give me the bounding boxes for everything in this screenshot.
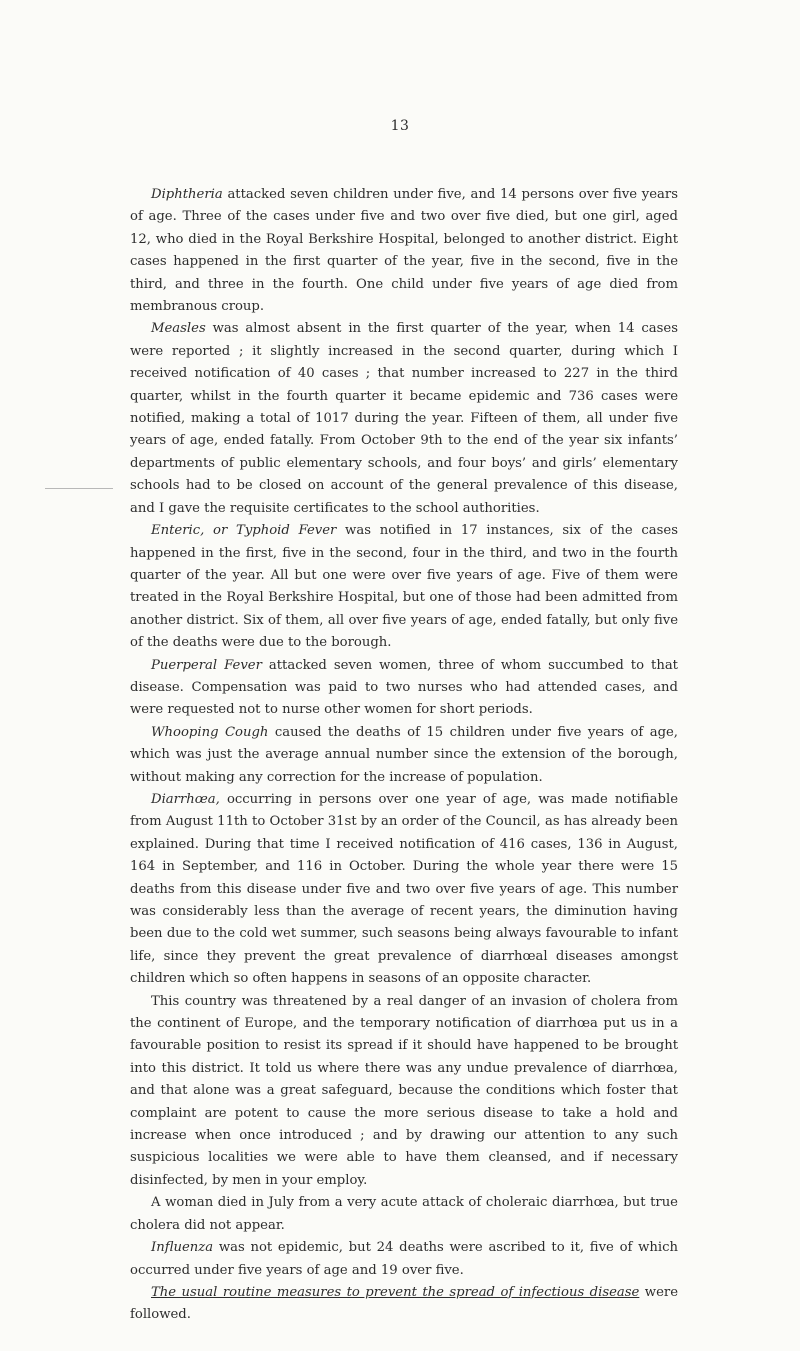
- paragraph-text: A woman died in July from a very acute attack of choleraic diarrhœa, but true cholera did not appear.: [130, 1195, 678, 1233]
- paragraph-cholera: [130, 991, 678, 1193]
- disease-heading-influenza: Influenza: [151, 1240, 214, 1256]
- margin-rule: [45, 488, 113, 489]
- paragraph-enteric-fever: [130, 520, 678, 654]
- paragraph-choleraic-diarrhoea: [130, 1192, 678, 1237]
- paragraph-text: occurring in persons over one year of age, was made notifiable from August 11th to October 31st by an order of the Council, as has already been explained. During that time I received notification of 416 cases, 136 in August, 164 in September, and 116 in October. During the whole year there were 15 deaths from this disease under five and two over five years of age. This number was considerably less than the average of recent years, the diminution having been due to the cold wet summer, such seasons being always favourable to infant life, since they prevent the great prevalence of diarrhœal diseases amongst children which so often happens in seasons of an opposite character.: [130, 791, 678, 987]
- paragraph-text: was not epidemic, but 24 deaths were ascribed to it, five of which occurred under five years of age and 19 over five.: [130, 1240, 678, 1278]
- paragraph-diphtheria: [130, 184, 678, 318]
- routine-measures-heading: The usual routine measures to prevent the spread of infectious disease: [151, 1284, 640, 1300]
- disease-heading-whooping-cough: Whooping Cough: [151, 724, 269, 740]
- body-text: [130, 184, 678, 1327]
- page-number: 13: [390, 118, 410, 134]
- paragraph-whooping-cough: [130, 722, 678, 789]
- disease-heading-diarrhoea: Diarrhœa,: [151, 791, 220, 807]
- paragraph-text: was almost absent in the first quarter of the year, when 14 cases were reported ; it slightly increased in the second quarter, during which I received notification of 40 cases ; that number increased to 227 in the third quarter, whilst in the fourth quarter it became epidemic and 736 cases were notified, making a total of 1017 during the year. Fifteen of them, all under five years of age, ended fatally. From October 9th to the end of the year six infants’ departments of public elementary schools, and four boys’ and girls’ elementary schools had to be closed on account of the general prevalence of this disease, and I gave the requisite certificates to the school authorities.: [130, 321, 678, 516]
- paragraph-text: were followed.: [130, 1284, 678, 1323]
- paragraph-text: attacked seven women, three of whom succumbed to that disease. Compensation was paid to two nurses who had attended cases, and were requested not to nurse other women for short periods.: [130, 657, 678, 718]
- paragraph-text: attacked seven children under five, and 14 persons over five years of age. Three of the cases under five and two over five died, but one girl, aged 12, who died in the Royal Berkshire Hospital, belonged to another district. Eight cases happened in the first quarter of the year, five in the second, five in the third, and three in the fourth. One child under five years of age died from membranous croup.: [130, 187, 678, 315]
- disease-heading-puerperal-fever: Puerperal Fever: [151, 657, 262, 673]
- disease-heading-enteric-fever: Enteric, or Typhoid Fever: [151, 523, 337, 539]
- paragraph-diarrhoea: [130, 789, 678, 991]
- disease-heading-diphtheria: Diphtheria: [151, 187, 223, 202]
- paragraph-measles: [130, 318, 678, 520]
- paragraph-puerperal-fever: [130, 655, 678, 722]
- paragraph-text: This country was threatened by a real danger of an invasion of cholera from the continent of Europe, and the temporary notification of diarrhœa put us in a favourable position to resist its spread if it should have happened to be brought into this district. It told us where there was any undue prevalence of diarrhœa, and that alone was a great safeguard, because the conditions which foster that complaint are potent to cause the more serious disease to take a hold and increase when once introduced ; and by drawing our attention to any such suspicious localities we were able to have them cleansed, and if necessary disinfected, by men in your employ.: [130, 993, 678, 1188]
- paragraph-routine-measures: [130, 1282, 678, 1327]
- paragraph-text: caused the deaths of 15 children under five years of age, which was just the average annual number since the extension of the borough, without making any correction for the increase of population.: [130, 724, 679, 785]
- paragraph-text: was notified in 17 instances, six of the cases happened in the first, five in the second, four in the third, and two in the fourth quarter of the year. All but one were over five years of age. Five of them were treated in the Royal Berkshire Hospital, but one of those had been admitted from another district. Six of them, all over five years of age, ended fatally, but only five of the deaths were due to the borough.: [130, 523, 678, 651]
- disease-heading-measles: Measles: [151, 321, 206, 337]
- paragraph-influenza: [130, 1237, 678, 1282]
